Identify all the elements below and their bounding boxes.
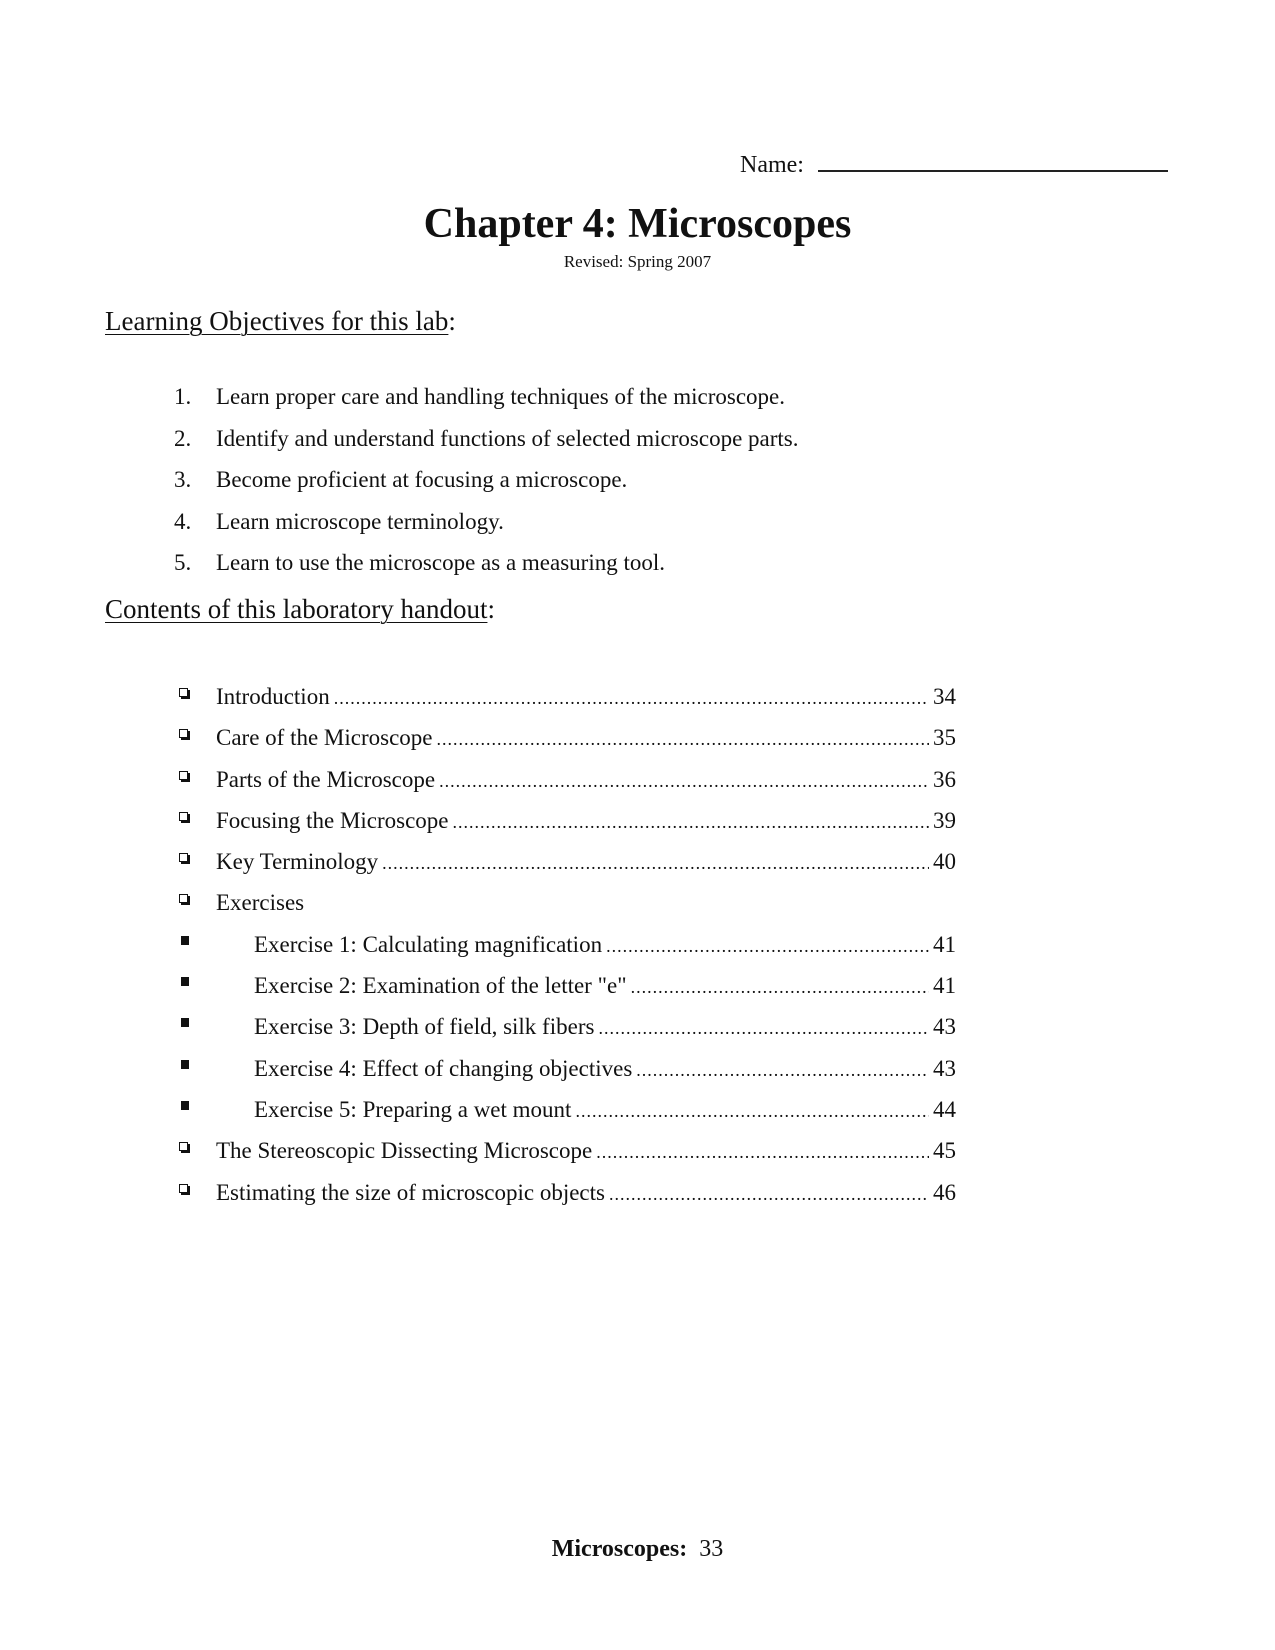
footer-page-number: 33 [699, 1536, 724, 1562]
objective-number: 1. [174, 384, 192, 409]
toc-item-title: Care of the Microscope [216, 725, 433, 751]
toc-item-page: 41 [933, 931, 956, 957]
checkbox-bullet-icon [176, 849, 216, 869]
toc-item-page: 36 [933, 766, 956, 792]
checkbox-bullet-icon [176, 890, 216, 910]
toc-dot-leader [636, 1055, 929, 1085]
toc-dot-leader [453, 807, 929, 837]
objective-text: Become proficient at focusing a microscope. [216, 467, 628, 492]
square-bullet-icon [176, 1097, 216, 1117]
toc-dot-leader [575, 1096, 929, 1126]
objective-text: Identify and understand functions of selected microscope parts. [216, 425, 799, 451]
toc-item [176, 1136, 956, 1177]
toc-dot-leader [631, 972, 929, 1002]
toc-dot-leader [598, 1013, 929, 1043]
checkbox-bullet-icon [176, 1138, 216, 1158]
toc-item-title: Focusing the Microscope [216, 807, 449, 833]
toc-item-page: 41 [933, 973, 956, 999]
toc-subitem [176, 1054, 956, 1095]
toc-item-title: Estimating the size of microscopic objects [216, 1179, 605, 1205]
toc-item [176, 682, 956, 723]
toc-item-title: Exercise 4: Effect of changing objectives [254, 1055, 633, 1081]
toc-item [176, 765, 956, 806]
toc-item [176, 1178, 956, 1219]
contents-heading-text: Contents of this laboratory handout [105, 594, 488, 624]
objective-text: Learn microscope terminology. [216, 508, 504, 534]
square-bullet-icon [176, 1056, 216, 1076]
page-title: Chapter 4: Microscopes [423, 201, 852, 247]
toc-item [176, 888, 956, 929]
contents-heading [105, 594, 495, 625]
toc-dot-leader [439, 766, 929, 796]
toc-item-page: 39 [933, 807, 956, 833]
toc-item-title: Parts of the Microscope [216, 766, 436, 792]
objective-item [174, 465, 798, 507]
name-blank-line [818, 148, 1168, 172]
contents-list [176, 682, 956, 1219]
checkbox-bullet-icon [176, 767, 216, 787]
toc-item [176, 847, 956, 888]
toc-item-page: 44 [933, 1096, 956, 1122]
toc-item-page: 45 [933, 1138, 956, 1164]
objective-number: 2. [174, 425, 192, 451]
toc-dot-leader [606, 931, 929, 961]
name-label: Name: [740, 152, 804, 178]
objective-item [174, 382, 798, 424]
toc-item-page: 40 [933, 849, 956, 875]
objective-text: Learn to use the microscope as a measuring tool. [216, 550, 665, 575]
toc-item-page: 35 [933, 725, 956, 751]
toc-item-page: 43 [933, 1014, 956, 1040]
toc-dot-leader [609, 1179, 929, 1209]
objectives-heading-text: Learning Objectives for this lab [105, 306, 449, 336]
toc-item-page: 43 [933, 1055, 956, 1081]
toc-item-page: 46 [933, 1179, 956, 1205]
toc-item-title: Exercise 2: Examination of the letter "e" [254, 973, 627, 999]
toc-item-title: Exercises [216, 890, 305, 916]
objective-text: Learn proper care and handling techniques of the microscope. [216, 384, 786, 409]
square-bullet-icon [176, 1014, 216, 1034]
toc-dot-leader [437, 724, 929, 754]
toc-dot-leader [334, 683, 929, 713]
toc-dot-leader [382, 848, 929, 878]
objective-number: 5. [174, 550, 192, 575]
toc-subitem [176, 930, 956, 971]
checkbox-bullet-icon [176, 725, 216, 745]
toc-item-title: Introduction [216, 684, 330, 709]
name-field-line [740, 148, 1168, 179]
toc-subitem [176, 1095, 956, 1136]
toc-item-page: 34 [933, 684, 956, 709]
page-footer [0, 1536, 1275, 1563]
toc-subitem [176, 971, 956, 1012]
checkbox-bullet-icon [176, 1180, 216, 1200]
objective-item [174, 548, 798, 590]
toc-item-title: The Stereoscopic Dissecting Microscope [216, 1138, 593, 1164]
square-bullet-icon [176, 973, 216, 993]
toc-item [176, 806, 956, 847]
footer-label: Microscopes: [551, 1536, 688, 1562]
toc-dot-leader [596, 1137, 929, 1167]
contents-heading-colon: : [487, 594, 495, 624]
toc-item-title: Exercise 3: Depth of field, silk fibers [254, 1014, 595, 1040]
square-bullet-icon [176, 932, 216, 952]
toc-item [176, 723, 956, 764]
objective-number: 4. [174, 508, 192, 534]
toc-item-title: Exercise 1: Calculating magnification [254, 931, 603, 957]
objective-number: 3. [174, 467, 192, 492]
checkbox-bullet-icon [176, 808, 216, 828]
objectives-heading [105, 306, 456, 337]
toc-item-title: Exercise 5: Preparing a wet mount [254, 1096, 572, 1122]
toc-subitem [176, 1012, 956, 1053]
toc-item-title: Key Terminology [216, 849, 379, 875]
objectives-list [174, 382, 798, 590]
revised-date: Revised: Spring 2007 [563, 252, 712, 271]
objective-item [174, 424, 798, 466]
checkbox-bullet-icon [176, 684, 216, 704]
objectives-heading-colon: : [448, 306, 456, 336]
objective-item [174, 507, 798, 549]
